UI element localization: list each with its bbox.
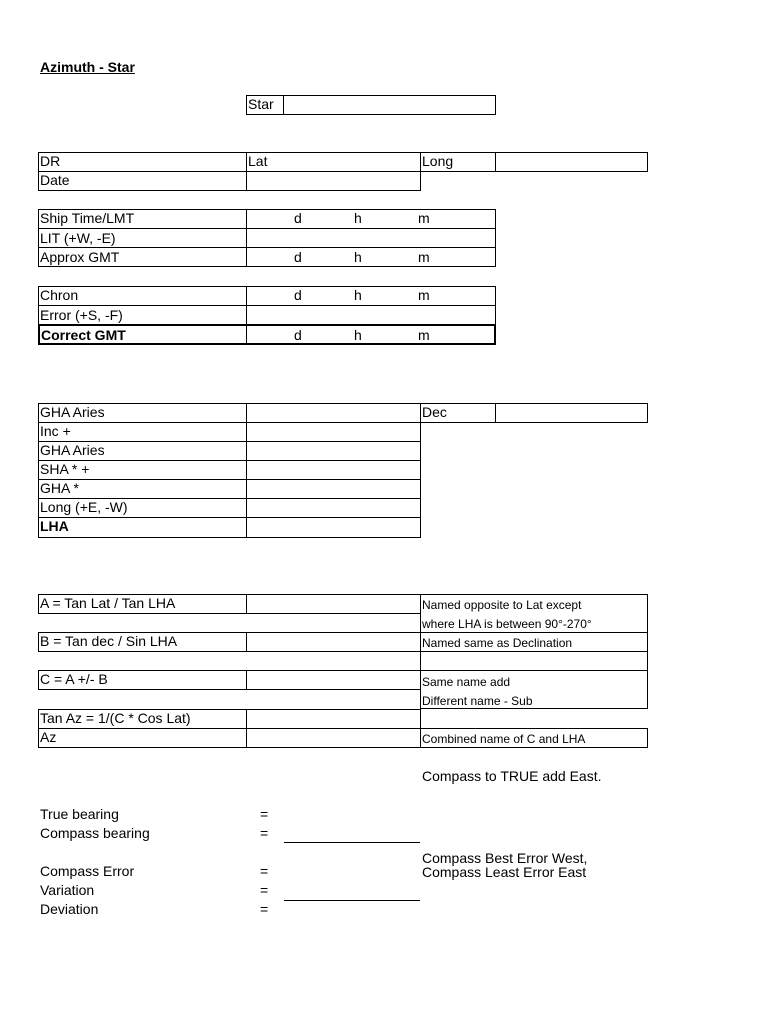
hours-unit: h <box>354 327 362 343</box>
hours-unit: h <box>354 249 362 265</box>
row-label: GHA Aries <box>40 404 105 420</box>
empty-note-box <box>420 651 648 671</box>
row-label: LIT (+W, -E) <box>40 230 116 246</box>
compass-bearing-label: Compass bearing <box>40 825 150 841</box>
subtraction-line <box>284 900 420 901</box>
row-label: Error (+S, -F) <box>40 307 123 323</box>
divider <box>246 403 247 538</box>
row-label: GHA * <box>40 480 79 496</box>
az-label: Az <box>40 729 57 745</box>
row-label: Approx GMT <box>40 249 120 265</box>
b-note: Named same as Declination <box>422 636 573 650</box>
minutes-unit: m <box>418 327 430 343</box>
c-note-1: Same name add <box>422 675 511 689</box>
az-note: Combined name of C and LHA <box>422 732 586 746</box>
a-note-2: where LHA is between 90°-270° <box>422 617 592 631</box>
hours-unit: h <box>354 287 362 303</box>
days-unit: d <box>294 249 302 265</box>
equals-sign: = <box>260 806 269 822</box>
dec-label: Dec <box>422 404 447 420</box>
divider <box>38 422 421 423</box>
compass-to-true-note: Compass to TRUE add East. <box>422 768 602 784</box>
a-note-1: Named opposite to Lat except <box>422 598 582 612</box>
divider <box>38 728 421 729</box>
a-value <box>246 594 421 614</box>
row-label: Inc + <box>40 423 71 439</box>
divider <box>38 517 421 518</box>
deviation-label: Deviation <box>40 901 99 917</box>
hours-unit: h <box>354 210 362 226</box>
dec-box <box>420 403 648 423</box>
divider <box>495 152 496 172</box>
b-value <box>246 632 421 652</box>
divider <box>283 95 284 115</box>
compass-rule-2: Compass Least Error East <box>422 864 587 880</box>
lat-label: Lat <box>248 153 268 169</box>
divider <box>495 403 496 423</box>
subtraction-line <box>284 842 420 843</box>
row-label: Ship Time/LMT <box>40 210 135 226</box>
page-title: Azimuth - Star <box>40 59 135 75</box>
divider <box>246 171 247 191</box>
b-formula: B = Tan dec / Sin LHA <box>40 633 178 649</box>
star-label: Star <box>248 96 274 112</box>
date-row <box>38 171 421 191</box>
row-label: SHA * + <box>40 461 90 477</box>
divider <box>246 709 247 748</box>
days-unit: d <box>294 210 302 226</box>
divider <box>420 152 421 172</box>
minutes-unit: m <box>418 210 430 226</box>
minutes-unit: m <box>418 249 430 265</box>
c-formula: C = A +/- B <box>40 671 108 687</box>
equals-sign: = <box>260 882 269 898</box>
tan-az-formula: Tan Az = 1/(C * Cos Lat) <box>40 710 191 726</box>
row-label: GHA Aries <box>40 442 105 458</box>
compass-rule-1: Compass Best Error West, <box>422 850 588 866</box>
divider <box>38 479 421 480</box>
minutes-unit: m <box>418 287 430 303</box>
divider <box>246 152 247 172</box>
star-input[interactable] <box>285 96 494 114</box>
days-unit: d <box>294 287 302 303</box>
divider <box>246 286 247 345</box>
long-label: Long <box>422 153 454 169</box>
correct-gmt-label: Correct GMT <box>41 327 126 343</box>
lha-label: LHA <box>40 518 69 534</box>
a-formula: A = Tan Lat / Tan LHA <box>40 595 176 611</box>
divider <box>246 209 247 267</box>
compass-error-label: Compass Error <box>40 863 135 879</box>
dr-label: DR <box>40 153 61 169</box>
equals-sign: = <box>260 825 269 841</box>
c-note-2: Different name - Sub <box>422 694 533 708</box>
equals-sign: = <box>260 901 269 917</box>
dr-row <box>38 152 648 172</box>
date-label: Date <box>40 172 70 188</box>
row-label: Chron <box>40 287 79 303</box>
row-label: Long (+E, -W) <box>40 499 128 515</box>
days-unit: d <box>294 327 302 343</box>
true-bearing-label: True bearing <box>40 806 119 822</box>
divider <box>38 460 421 461</box>
variation-label: Variation <box>40 882 95 898</box>
c-value <box>246 670 421 690</box>
equals-sign: = <box>260 863 269 879</box>
